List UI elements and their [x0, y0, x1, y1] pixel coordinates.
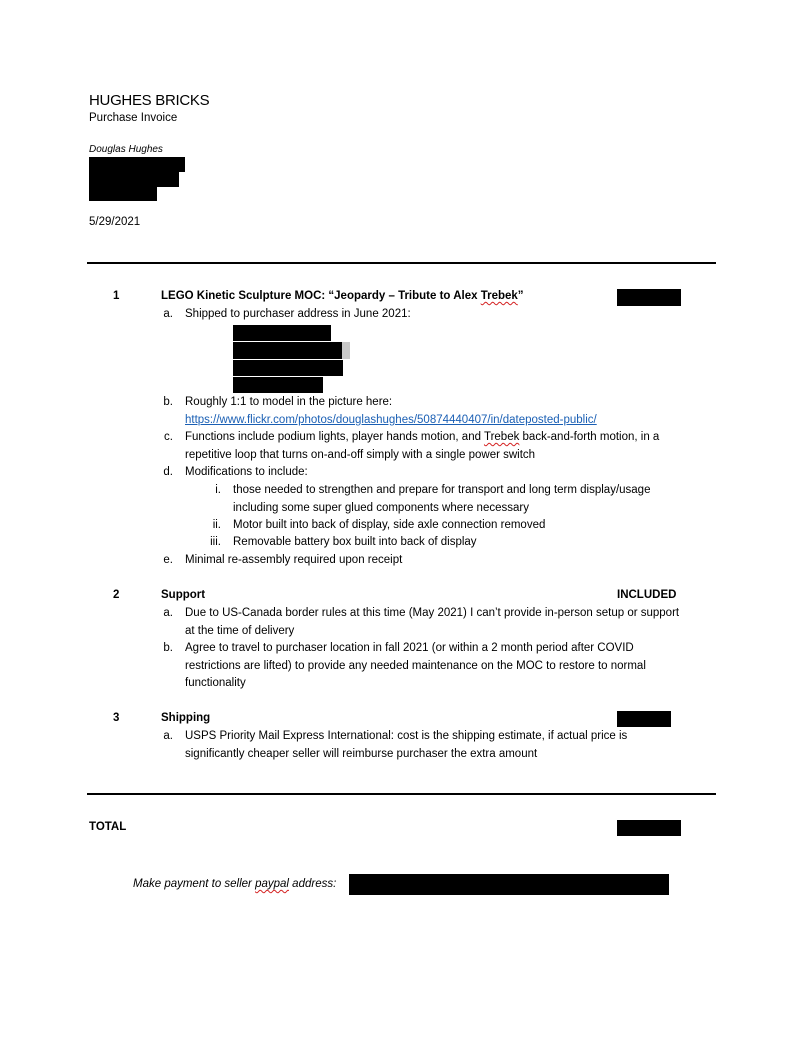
item-3-title: Shipping: [161, 712, 211, 724]
spellcheck-word: paypal: [255, 878, 289, 890]
item-1d-i-marker: i.: [215, 484, 221, 496]
redacted-total-amount: [617, 820, 681, 836]
item-2b-line-1: Agree to travel to purchaser location in fall 2021 (or within a 2 month period after COVID: [185, 642, 634, 654]
redacted-seller-address-line-2: [89, 172, 179, 187]
item-1d-marker: d.: [163, 466, 173, 478]
redacted-purchaser-address-line-1: [233, 325, 331, 341]
item-2b-line-3: functionality: [185, 677, 246, 689]
item-1d-ii-line-1: Motor built into back of display, side axle connection removed: [233, 519, 546, 531]
redacted-paypal-address: [349, 874, 669, 895]
redacted-seller-address-line-3: [89, 187, 157, 201]
redacted-seller-address-line-1: [89, 157, 185, 172]
item-1c-line-1: Functions include podium lights, player hands motion, and Trebek back-and-forth motion, in a: [185, 431, 660, 443]
redacted-purchaser-address-edge: [342, 342, 350, 359]
item-1c-line-2: repetitive loop that turns on-and-off simply with a single power switch: [185, 449, 536, 461]
item-2b-marker: b.: [163, 642, 173, 654]
item-1e-text: Minimal re-assembly required upon receipt: [185, 554, 403, 566]
item-2-title: Support: [161, 589, 206, 601]
redacted-purchaser-address-line-2: [233, 342, 342, 359]
total-label: TOTAL: [89, 821, 127, 833]
item-1b-marker: b.: [163, 396, 173, 408]
redacted-item-3-price: [617, 711, 671, 727]
item-1d-text: Modifications to include:: [185, 466, 308, 478]
item-1-title: LEGO Kinetic Sculpture MOC: “Jeopardy – Tribute to Alex Trebek”: [161, 290, 524, 302]
item-3a-marker: a.: [163, 730, 173, 742]
item-2a-marker: a.: [163, 607, 173, 619]
payment-instructions: Make payment to seller paypal address:: [133, 878, 337, 890]
spellcheck-word: Trebek: [480, 290, 518, 302]
item-1a-text: Shipped to purchaser address in June 2021:: [185, 308, 411, 320]
item-1-number: 1: [113, 290, 120, 302]
item-2-number: 2: [113, 589, 120, 601]
item-1d-i-line-1: those needed to strengthen and prepare for transport and long term display/usage: [233, 484, 651, 496]
item-2a-line-1: Due to US-Canada border rules at this time (May 2021) I can’t provide in-person setup or support: [185, 607, 680, 619]
redacted-purchaser-address-line-3: [233, 360, 343, 376]
item-1e-marker: e.: [163, 554, 173, 566]
item-2-price: INCLUDED: [617, 589, 677, 601]
item-2a-line-2: at the time of delivery: [185, 625, 295, 637]
item-1d-ii-marker: ii.: [212, 519, 221, 531]
bottom-divider: [87, 793, 716, 795]
spellcheck-word: Trebek: [483, 431, 520, 443]
item-3a-line-1: USPS Priority Mail Express International: cost is the shipping estimate, if actual price is: [185, 730, 628, 742]
item-1d-iii-marker: iii.: [210, 536, 221, 548]
item-3-number: 3: [113, 712, 120, 724]
invoice-date: 5/29/2021: [89, 216, 141, 228]
company-name: HUGHES BRICKS: [89, 92, 210, 109]
top-divider: [87, 262, 716, 264]
item-1b-text: Roughly 1:1 to model in the picture here:: [185, 396, 393, 408]
item-2b-line-2: restrictions are lifted) to provide any needed maintenance on the MOC to restore to normal: [185, 660, 646, 672]
document-type: Purchase Invoice: [89, 112, 178, 124]
item-3a-line-2: significantly cheaper seller will reimburse purchaser the extra amount: [185, 748, 538, 760]
seller-name: Douglas Hughes: [89, 144, 163, 155]
flickr-link[interactable]: https://www.flickr.com/photos/douglashughes/50874440407/in/dateposted-public/: [185, 414, 597, 426]
item-1d-i-line-2: including some super glued components where necessary: [233, 502, 529, 514]
item-1a-marker: a.: [163, 308, 173, 320]
redacted-purchaser-address-line-4: [233, 377, 323, 393]
redacted-item-1-price: [617, 289, 681, 306]
item-1c-marker: c.: [164, 431, 173, 443]
item-1d-iii-line-1: Removable battery box built into back of display: [233, 536, 477, 548]
